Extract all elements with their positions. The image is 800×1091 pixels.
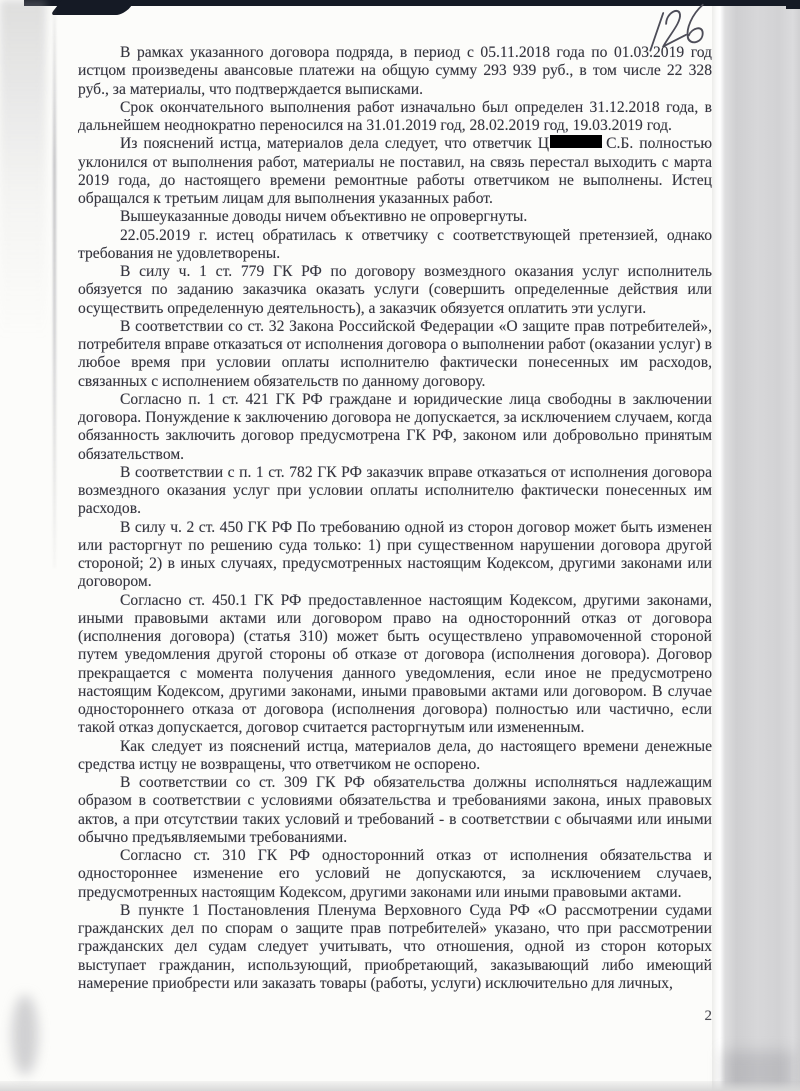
paragraph bbox=[78, 44, 712, 99]
paragraph-text: В соответствии со ст. 309 ГК РФ обязательства должны исполняться надлежащим образом в соответствии с условиями обязательства и требованиями закона, иных правовых актов, а при отсутствии таких условий и требований - в соответствии с обычаями или иными обычно предъявляемыми требованиями. bbox=[78, 774, 712, 846]
scan-left-edge-shadow bbox=[0, 0, 46, 340]
redaction-box bbox=[550, 135, 602, 148]
paragraph-text: В соответствии с п. 1 ст. 782 ГК РФ заказчик вправе отказаться от исполнения договора возмездного оказания услуг при условии оплаты исполнителю фактически понесенных им расходов. bbox=[78, 463, 712, 518]
paragraph-text: Согласно ст. 450.1 ГК РФ предоставленное настоящим Кодексом, другими законами, иными правовыми актами или договором право на односторонний отказ от договора (исполнения договора) (статья 310) может быть осуществлено управомоченной стороной путем уведомления другой стороны об отказе от договора (исполнения договора). Договор прекращается с момента получения данного уведомления, если иное не предусмотрено настоящим Кодексом, другими законами, иными правовыми актами или договором. В случае одностороннего отказа от договора (исполнения договора) полностью или частично, если такой отказ допускается, договор считается расторгнутым или измененным. bbox=[78, 591, 712, 737]
paragraph bbox=[78, 99, 712, 136]
paragraph-text: 22.05.2019 г. истец обратилась к ответчику с соответствующей претензией, однако требования не удовлетворены. bbox=[78, 226, 712, 262]
scan-page-right-edge bbox=[712, 0, 800, 1091]
scan-bottom-left-smudge bbox=[12, 995, 38, 1075]
paragraph-with-redaction bbox=[78, 135, 712, 208]
paragraph-text: В силу ч. 2 ст. 450 ГК РФ По требованию одной из сторон договор может быть изменен или расторгнут по решению суда только: 1) при существенном нарушении договора другой стороной; 2) в иных случаях, предусмотренных настоящим Кодексом, другими законами или договором. bbox=[78, 518, 712, 591]
paragraph-text: В пункте 1 Постановления Пленума Верховного Суда РФ «О рассмотрении судами гражданских дел по спорам о защите прав потребителей» указано, что при рассмотрении гражданских дел судам следует учитывать, что отношения, одной из сторон которых выступает гражданин, использующий, приобретающий, заказывающий либо имеющий намерение приобрести или заказать товары (работы, услуги) исключительно для личных, bbox=[78, 901, 712, 992]
paragraph bbox=[78, 464, 712, 519]
paragraph bbox=[78, 902, 712, 993]
paragraph bbox=[78, 592, 712, 738]
paragraph-text: Как следует из пояснений истца, материалов дела, до настоящего времени денежные средства истцу не возвращены, что ответчиком не оспорено. bbox=[78, 737, 712, 773]
paragraph-text: Из пояснений истца, материалов дела следует, что ответчик Ц bbox=[120, 135, 550, 153]
page-fold-shadow-line bbox=[53, 8, 56, 568]
paragraph bbox=[78, 847, 712, 902]
paragraph-text: В силу ч. 1 ст. 779 ГК РФ по договору возмездного оказания услуг исполнитель обязуется по заданию заказчика оказать услуги (совершить определенные действия или осуществить определенную деятельность), а заказчик обязуется оплатить эти услуги. bbox=[78, 263, 712, 317]
paragraph bbox=[78, 318, 712, 391]
paragraph bbox=[78, 227, 712, 264]
paragraph bbox=[78, 519, 712, 592]
paragraph-text: Срок окончательного выполнения работ изначально был определен 31.12.2018 года, в дальнейшем неоднократно переносился на 31.01.2019 год, 28.02.2019 год, 19.03.2019 год. bbox=[78, 98, 712, 134]
paragraph-text: Согласно п. 1 ст. 421 ГК РФ граждане и юридические лица свободны в заключении договора. Понуждение к заключению договора не допускается, за исключением случаем, когда обязанность заключить договор предусмотрена ГК РФ, законом или добровольно принятым обязательством. bbox=[78, 390, 712, 463]
scan-top-right-dark-mark bbox=[786, 0, 800, 9]
paragraph bbox=[78, 738, 712, 775]
paragraph-text: В соответствии со ст. 32 Закона Российской Федерации «О защите прав потребителей», потребителя вправе отказаться от исполнения договора о выполнении работ (оказании услуг) в любое время при условии оплаты исполнителю фактически понесенных им расходов, связанных с исполнением обязательств по данному договору. bbox=[78, 317, 712, 390]
paragraph bbox=[78, 263, 712, 318]
document-body bbox=[78, 44, 712, 993]
paragraph-text: В рамках указанного договора подряда, в период с 05.11.2018 года по 01.03.2019 год истцом произведены авансовые платежи на общую сумму 293 939 руб., в том числе 22 328 руб., за материалы, что подтверждается выписками. bbox=[78, 44, 712, 98]
scan-bottom-edge bbox=[0, 1081, 800, 1091]
paragraph-text: Вышеуказанные доводы ничем объективно не опровергнуты. bbox=[120, 208, 528, 226]
paragraph bbox=[78, 774, 712, 847]
paragraph bbox=[78, 391, 712, 464]
scan-top-left-dark-blob bbox=[50, 0, 136, 15]
paragraph bbox=[78, 208, 712, 226]
paragraph-text: С.Б. полностью уклонился от выполнения работ, материалы не поставил, на связь перестал выходить с марта 2019 года, до настоящего времени ремонтные работы ответчиком не выполнены. Истец обращался к третьим лицам для выполнения указанных работ. bbox=[78, 135, 713, 207]
paragraph-text: Согласно ст. 310 ГК РФ односторонний отказ от исполнения обязательства и одностороннее изменение его условий не допускаются, за исключением случаев, предусмотренных настоящим Кодексом, другими законами или иными правовыми актами. bbox=[78, 847, 712, 901]
page-number: 2 bbox=[704, 1008, 712, 1024]
